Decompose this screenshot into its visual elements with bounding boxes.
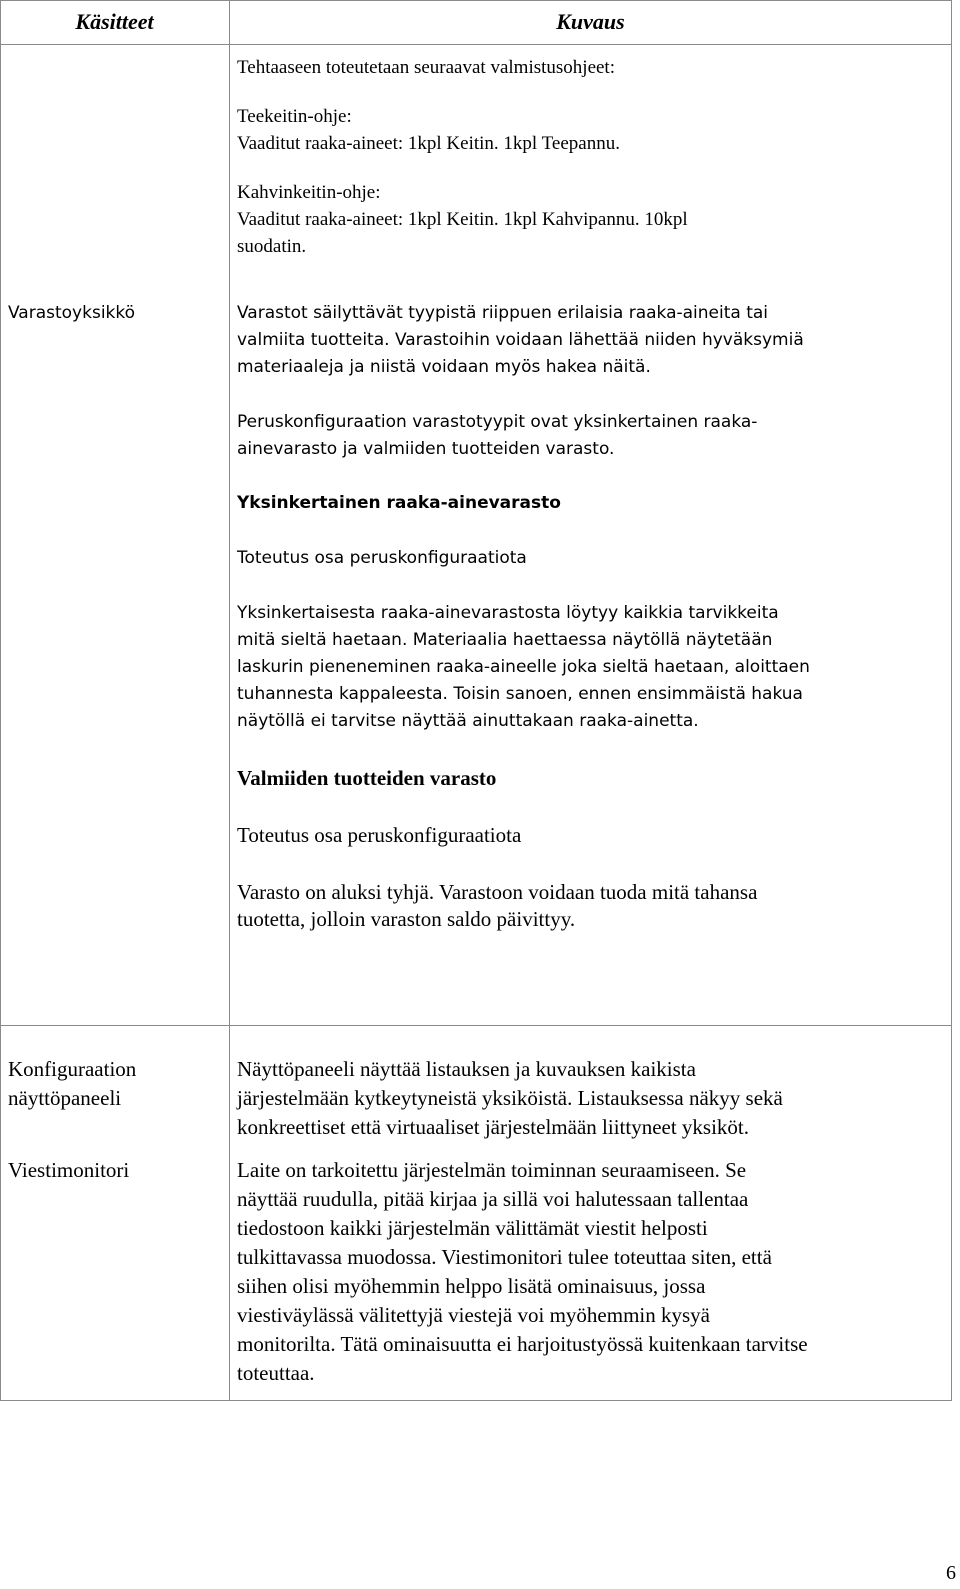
desc-line: Näyttöpaneeli näyttää listauksen ja kuvauksen kaikista [237,1057,696,1081]
simple-desc-line: laskurin pieneneminen raaka-aineelle joka sieltä haetaan, aloittaen [237,657,810,677]
table-column-divider [229,0,230,1400]
desc-line: viestiväylässä välitettyjä viestejä voi myöhemmin kysyä [237,1303,710,1327]
table-row-divider [0,1025,952,1026]
table-header-divider [0,44,952,45]
desc-line: tiedostoon kaikki järjestelmän välittämät viestit helposti [237,1216,708,1240]
table-border-right [951,0,952,1400]
page-number: 6 [946,1562,956,1584]
desc-line: monitorilta. Tätä ominaisuutta ei harjoitustyössä kuitenkaan tarvitse [237,1332,808,1356]
term-line: Konfiguraation [8,1057,137,1081]
header-kuvaus: Kuvaus [556,9,625,34]
desc-line: Varastot säilyttävät tyypistä riippuen erilaisia raaka-aineita tai [237,303,769,323]
simple-storage-implementation: Toteutus osa peruskonfiguraatiota [237,548,527,568]
table-border-bottom [0,1400,952,1401]
desc-line: järjestelmään kytkeytyneistä yksiköistä. Listauksessa näkyy sekä [237,1086,783,1110]
viestimonitori-description [237,1156,947,1388]
desc-line: tulkittavassa muodossa. Viestimonitori tulee toteuttaa siten, että [237,1245,772,1269]
types-line: Peruskonfiguraation varastotyypit ovat yksinkertainen raaka- [237,412,758,432]
coffee-requirements: Vaaditut raaka-aineet: 1kpl Keitin. 1kpl Kahvipannu. 10kpl [237,209,688,230]
desc-line: materiaaleja ja niistä voidaan myös hakea näitä. [237,357,651,377]
intro-line: Tehtaaseen toteutetaan seuraavat valmistusohjeet: [237,57,615,78]
table-border-left [0,0,1,1400]
tea-title: Teekeitin-ohje: [237,106,352,127]
finished-storage-implementation: Toteutus osa peruskonfiguraatiota [237,823,522,847]
desc-line: konkreettiset että virtuaaliset järjestelmään liittyneet yksiköt. [237,1115,750,1139]
desc-line: valmiita tuotteita. Varastoihin voidaan lähettää niiden hyväksymiä [237,330,804,350]
coffee-requirements-cont: suodatin. [237,236,307,257]
simple-desc-line: mitä sieltä haetaan. Materiaalia haettaessa näytöllä näytetään [237,630,773,650]
naytto-description [237,1055,947,1142]
finished-desc-line: tuotetta, jolloin varaston saldo päivittyy. [237,907,576,931]
term-line: näyttöpaneeli [8,1086,122,1110]
desc-line: näyttää ruudulla, pitää kirjaa ja sillä voi halutessaan tallentaa [237,1187,749,1211]
desc-line: siihen olisi myöhemmin helppo lisätä ominaisuus, jossa [237,1274,706,1298]
header-kasitteet: Käsitteet [75,9,154,34]
desc-line: Laite on tarkoitettu järjestelmän toiminnan seuraamiseen. Se [237,1158,747,1182]
simple-desc-line: Yksinkertaisesta raaka-ainevarastosta löytyy kaikkia tarvikkeita [237,603,779,623]
finished-desc-line: Varasto on aluksi tyhjä. Varastoon voidaan tuoda mitä tahansa [237,880,758,904]
finished-storage-heading: Valmiiden tuotteiden varasto [237,766,497,790]
desc-line: toteuttaa. [237,1361,315,1385]
types-line: ainevarasto ja valmiiden tuotteiden varasto. [237,439,615,459]
simple-storage-heading: Yksinkertainen raaka-ainevarasto [237,493,561,513]
simple-desc-line: tuhannesta kappaleesta. Toisin sanoen, ennen ensimmäistä hakua [237,684,803,704]
term-viestimonitori: Viestimonitori [8,1158,130,1182]
term-naytto-paneeli [8,1055,223,1113]
tea-requirements: Vaaditut raaka-aineet: 1kpl Keitin. 1kpl Teepannu. [237,133,620,154]
simple-desc-line: näytöllä ei tarvitse näyttää ainuttakaan raaka-ainetta. [237,711,699,731]
varastoyksikko-description [237,300,947,933]
coffee-title: Kahvinkeitin-ohje: [237,182,381,203]
term-varastoyksikko: Varastoyksikkö [8,303,136,323]
intro-block [237,54,947,260]
